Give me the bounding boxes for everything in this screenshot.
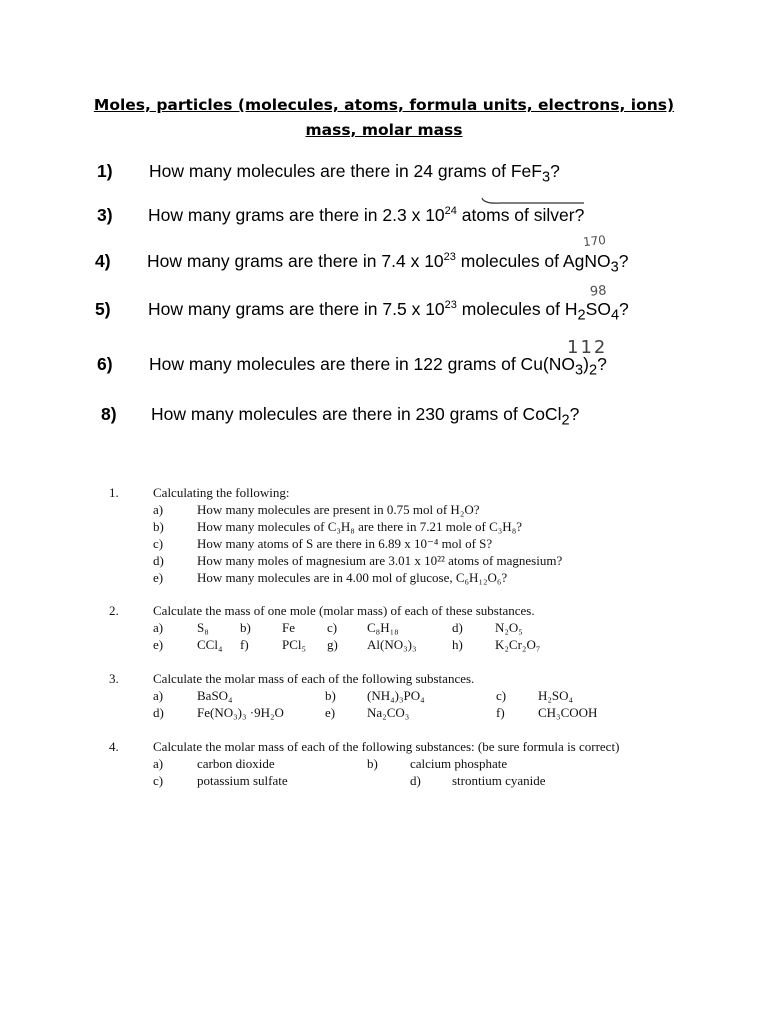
- section-1: [109, 485, 709, 590]
- section-number: 3.: [109, 671, 119, 686]
- question-number: 4): [95, 251, 111, 271]
- question-text: How many molecules are there in 122 grams of $Cu(NO_3)_2$?: [149, 354, 607, 379]
- item-label: b): [325, 688, 336, 703]
- handwritten-note-q5: 98: [589, 283, 608, 300]
- section-heading: Calculate the mass of one mole (molar mass) of each of these substances.: [153, 603, 535, 618]
- item-text: CCl₄: [197, 637, 223, 652]
- question-number: 5): [95, 299, 111, 319]
- item-label: d): [452, 620, 463, 635]
- item-label: a): [153, 756, 164, 771]
- item-text: (NH₄)₃PO₄: [367, 688, 425, 703]
- question-text: How many grams are there in 2.3 x $10^{24}$ atoms of silver?: [148, 205, 585, 225]
- question-number: 3): [97, 205, 113, 225]
- section-heading: Calculate the molar mass of each of the following substances: (be sure formula is correct): [153, 739, 620, 754]
- item-text: Na₂CO₃: [367, 705, 410, 720]
- item-text: calcium phosphate: [410, 756, 508, 771]
- item-text: How many molecules of C₃H₈ are there in 7.21 mole of C₃H₈?: [197, 519, 522, 534]
- section-heading: Calculating the following:: [153, 485, 290, 500]
- page-title: Moles, particles (molecules, atoms, formula units, electrons, ions) mass, molar mass: [93, 96, 675, 139]
- item-label: e): [153, 570, 164, 585]
- item-label: b): [367, 756, 378, 771]
- item-label: a): [153, 688, 164, 703]
- question-text: How many grams are there in 7.4 x $10^{23}$ molecules of AgNO$_3$?: [147, 251, 629, 276]
- item-text: BaSO₄: [197, 688, 233, 703]
- item-label: d): [153, 553, 164, 568]
- section-number: 2.: [109, 603, 119, 618]
- handwritten-note-q6: 112: [567, 337, 608, 358]
- question-number: 8): [101, 404, 117, 424]
- item-text: carbon dioxide: [197, 756, 275, 771]
- item-label: e): [325, 705, 336, 720]
- handwritten-note-q4: 170: [582, 232, 607, 250]
- item-label: f): [496, 705, 505, 720]
- item-text: strontium cyanide: [452, 773, 546, 788]
- item-label: c): [153, 536, 164, 551]
- section-number: 4.: [109, 739, 119, 754]
- item-label: a): [153, 502, 164, 517]
- question-number: 1): [97, 161, 113, 181]
- item-label: c): [496, 688, 507, 703]
- item-label: b): [153, 519, 164, 534]
- question-text: How many molecules are there in 24 grams of FeF$_3$?: [149, 161, 560, 186]
- section-heading: Calculate the molar mass of each of the following substances.: [153, 671, 475, 686]
- item-label: d): [153, 705, 164, 720]
- item-text: C₈H₁₈: [367, 620, 399, 635]
- item-text: How many atoms of S are there in 6.89 x 10⁻⁴ mol of S?: [197, 536, 493, 551]
- item-text: N₂O₅: [495, 620, 523, 635]
- item-text: PCl₅: [282, 637, 307, 652]
- section-4: [109, 739, 749, 789]
- item-text: Fe(NO₃)₃ ·9H₂O: [197, 705, 284, 720]
- item-text: S₈: [197, 620, 209, 635]
- item-text: How many molecules are in 4.00 mol of glucose, C₆H₁₂O₆?: [197, 570, 508, 585]
- section-3: [109, 671, 749, 721]
- question-text: How many grams are there in 7.5 x $10^{23}$ molecules of $H_2SO_4$?: [148, 299, 629, 324]
- item-label: c): [327, 620, 338, 635]
- item-text: Fe: [282, 620, 295, 635]
- item-text: How many moles of magnesium are 3.01 x 10²² atoms of magnesium?: [197, 553, 563, 568]
- item-label: e): [153, 637, 164, 652]
- item-label: d): [410, 773, 421, 788]
- item-text: CH₃COOH: [538, 705, 598, 720]
- item-label: a): [153, 620, 164, 635]
- section-2: [109, 603, 749, 653]
- item-text: How many molecules are present in 0.75 mol of H₂O?: [197, 502, 480, 517]
- item-text: H₂SO₄: [538, 688, 574, 703]
- item-label: c): [153, 773, 164, 788]
- item-text: K₂Cr₂O₇: [495, 637, 541, 652]
- item-label: g): [327, 637, 338, 652]
- handwritten-underline: [480, 194, 590, 208]
- item-text: Al(NO₃)₃: [367, 637, 417, 652]
- item-label: h): [452, 637, 463, 652]
- question-text: How many molecules are there in 230 grams of CoCl$_2$?: [151, 404, 580, 429]
- question-number: 6): [97, 354, 113, 374]
- item-label: b): [240, 620, 251, 635]
- item-label: f): [240, 637, 249, 652]
- section-number: 1.: [109, 485, 119, 500]
- item-text: potassium sulfate: [197, 773, 288, 788]
